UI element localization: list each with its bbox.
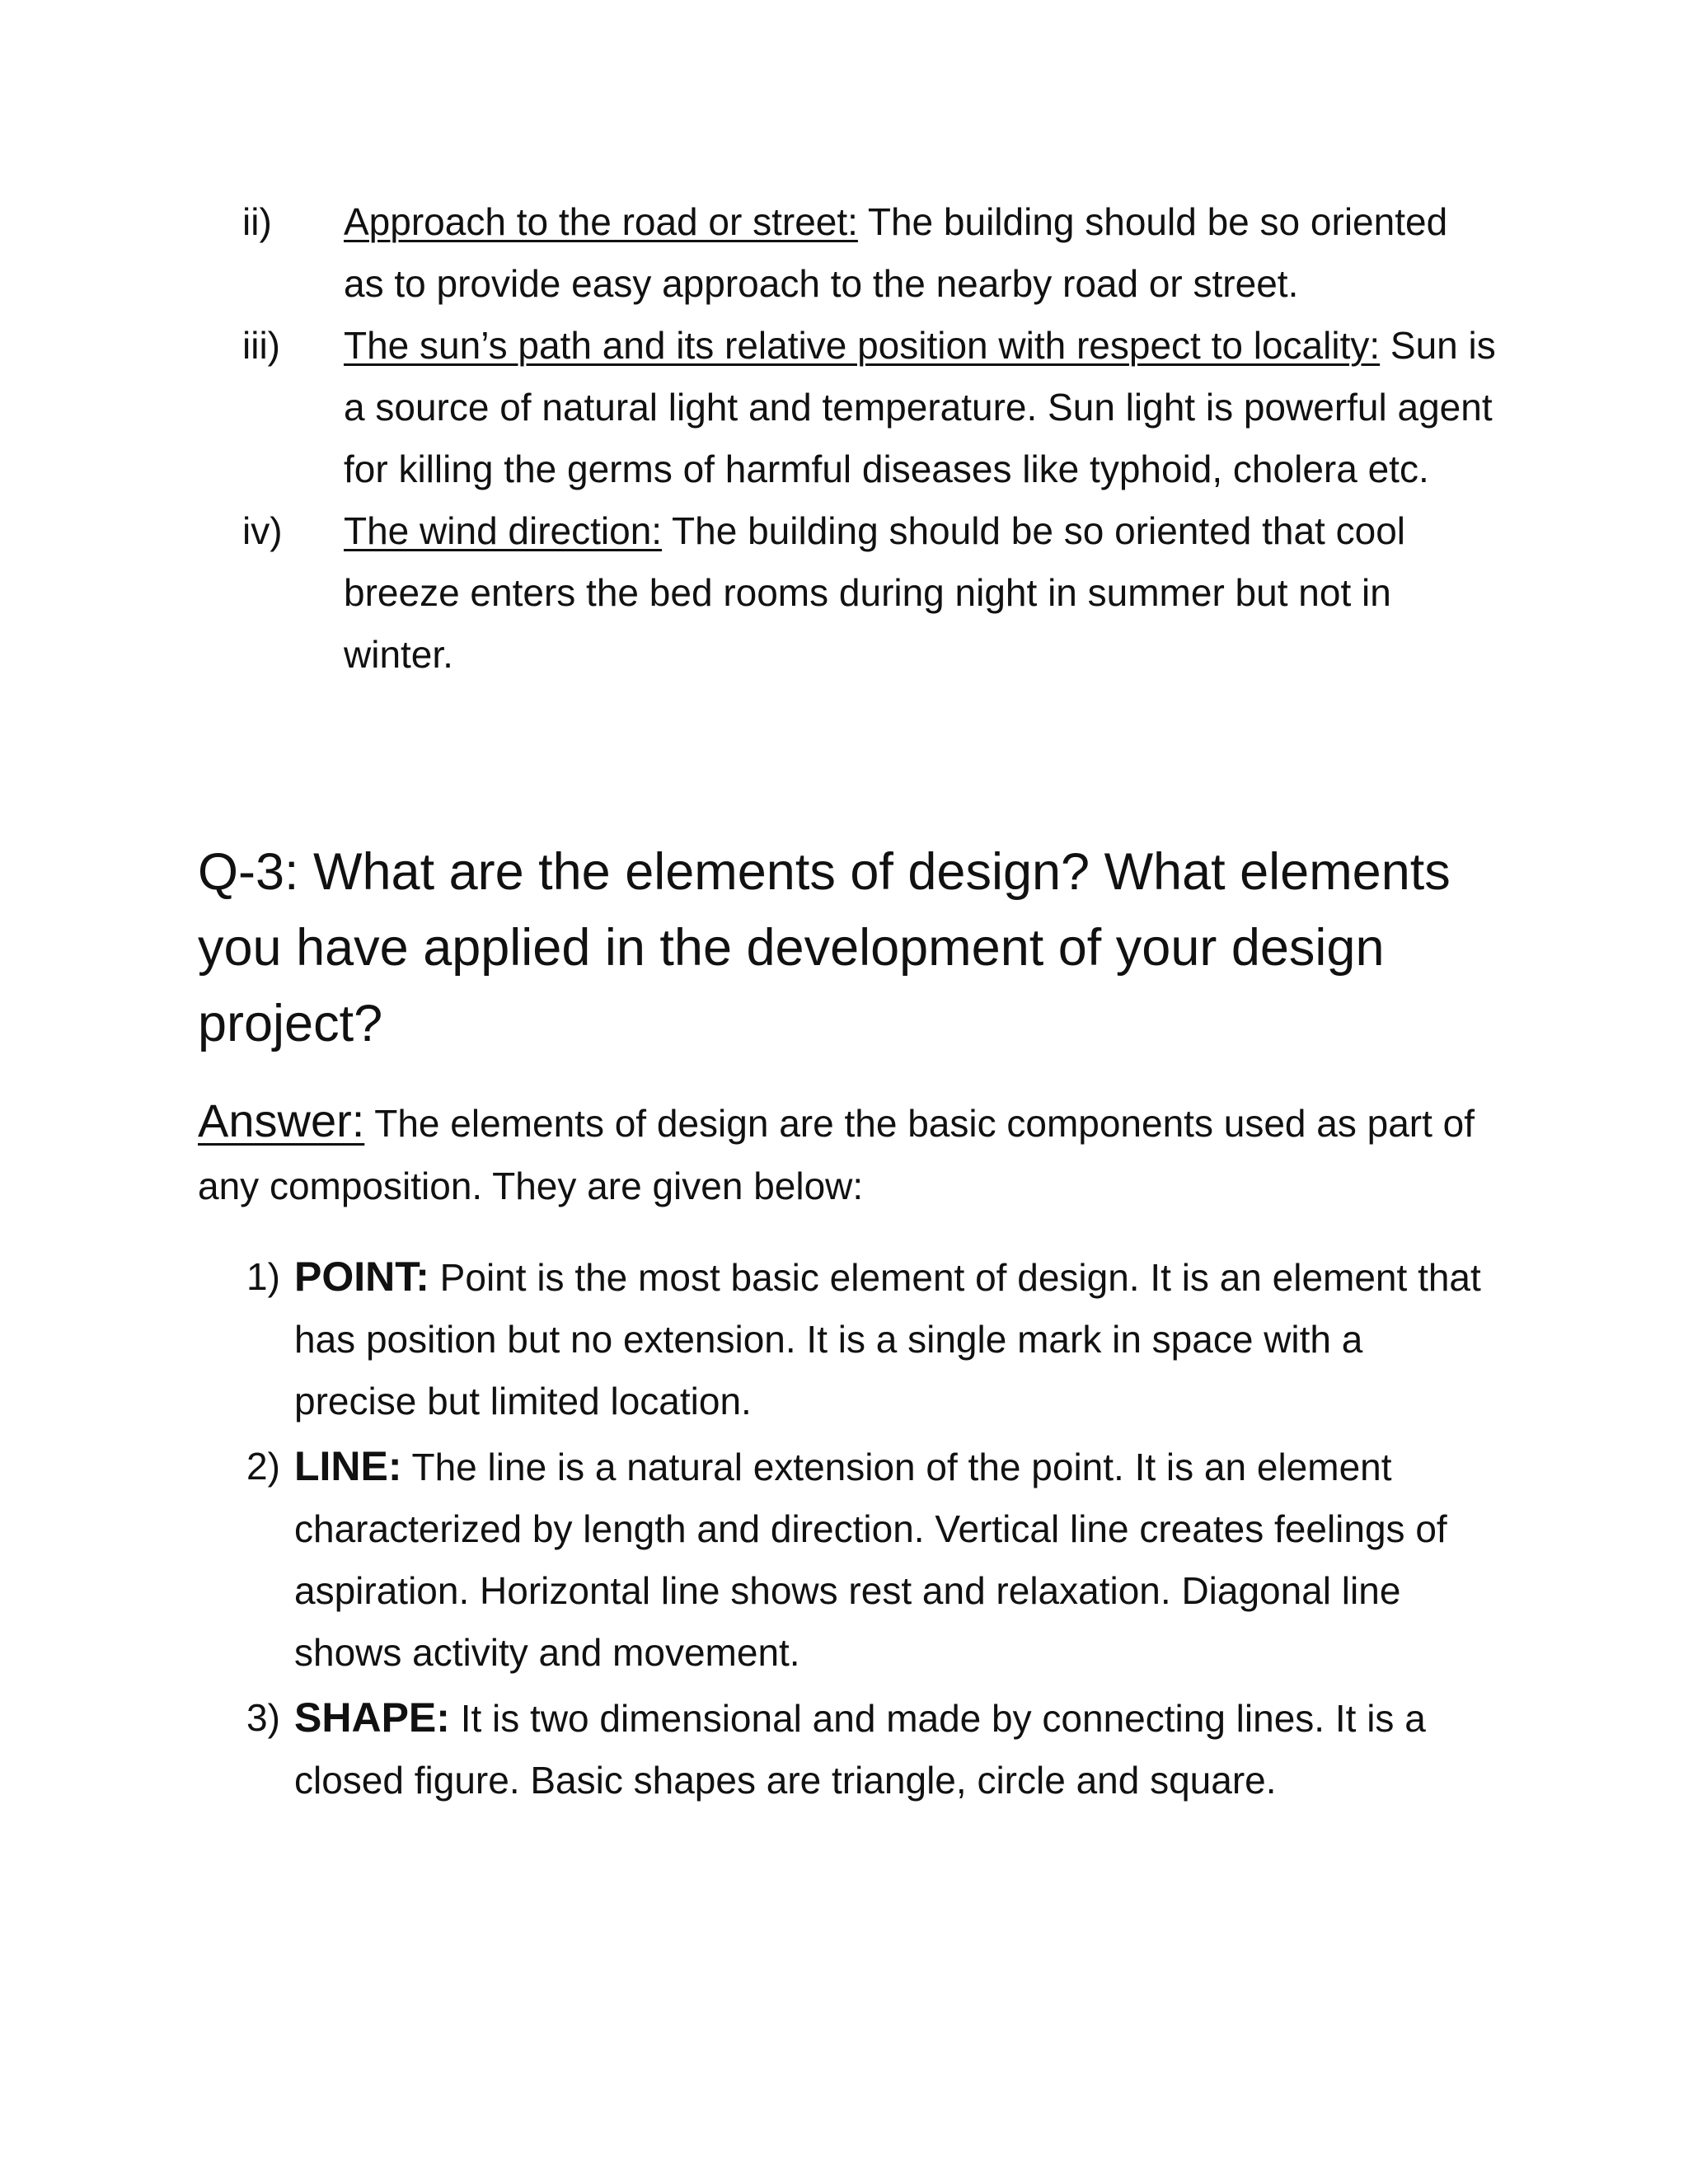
list-item-number: 2) — [246, 1445, 280, 1488]
question-heading: Q-3: What are the elements of design? What elements you have applied in the development of your design project? — [198, 843, 1451, 1052]
list-item-number: 1) — [246, 1255, 280, 1298]
element-description: It is two dimensional and made by connecting lines. It is a closed figure. Basic shapes are triangle, circle and square. — [294, 1697, 1426, 1802]
list-item — [0, 1436, 1688, 1684]
element-term: SHAPE: — [294, 1694, 450, 1741]
list-item-text: The building should be so oriented as to provide easy approach to the nearby road or street. — [344, 200, 1448, 305]
list-item-text: Sun is a source of natural light and temperature. Sun light is powerful agent for killing the germs of harmful diseases like typhoid, cholera etc. — [344, 324, 1496, 490]
list-item-text: The building should be so oriented that cool breeze enters the bed rooms during night in summer but not in winter. — [344, 509, 1405, 676]
list-item-number: iii) — [242, 324, 280, 367]
answer-text: The elements of design are the basic components used as part of any composition. They are given below: — [198, 1102, 1475, 1207]
design-elements-list — [0, 1246, 1688, 1815]
list-item-number: iv) — [242, 509, 283, 552]
element-description: The line is a natural extension of the point. It is an element characterized by length and direction. Vertical line creates feelings of aspiration. Horizontal line shows rest and relaxation. Diagonal line shows activity and movement. — [294, 1446, 1447, 1674]
list-item-heading: The sun’s path and its relative position with respect to locality: — [344, 324, 1381, 367]
list-item-number: 3) — [246, 1696, 280, 1739]
list-item — [0, 1246, 1688, 1432]
list-item — [0, 191, 1688, 315]
list-item — [0, 1687, 1688, 1811]
list-item-heading: Approach to the road or street: — [344, 200, 858, 243]
answer-label: Answer: — [198, 1094, 365, 1146]
list-item-content — [294, 1687, 1481, 1811]
list-item — [0, 315, 1688, 500]
element-term: POINT: — [294, 1254, 429, 1300]
element-term: LINE: — [294, 1443, 402, 1489]
list-item-content — [344, 315, 1498, 500]
list-item-content — [294, 1436, 1481, 1684]
answer-paragraph — [198, 1090, 1484, 1217]
list-item-number: ii) — [242, 200, 272, 243]
list-item-heading: The wind direction: — [344, 509, 663, 552]
list-item-content — [344, 500, 1498, 686]
orientation-factors-list — [0, 191, 1688, 686]
list-item — [0, 500, 1688, 686]
list-item-content — [294, 1246, 1481, 1432]
element-description: Point is the most basic element of design. It is an element that has position but no extension. It is a single mark in space with a precise but limited location. — [294, 1256, 1481, 1422]
list-item-content — [344, 191, 1498, 315]
